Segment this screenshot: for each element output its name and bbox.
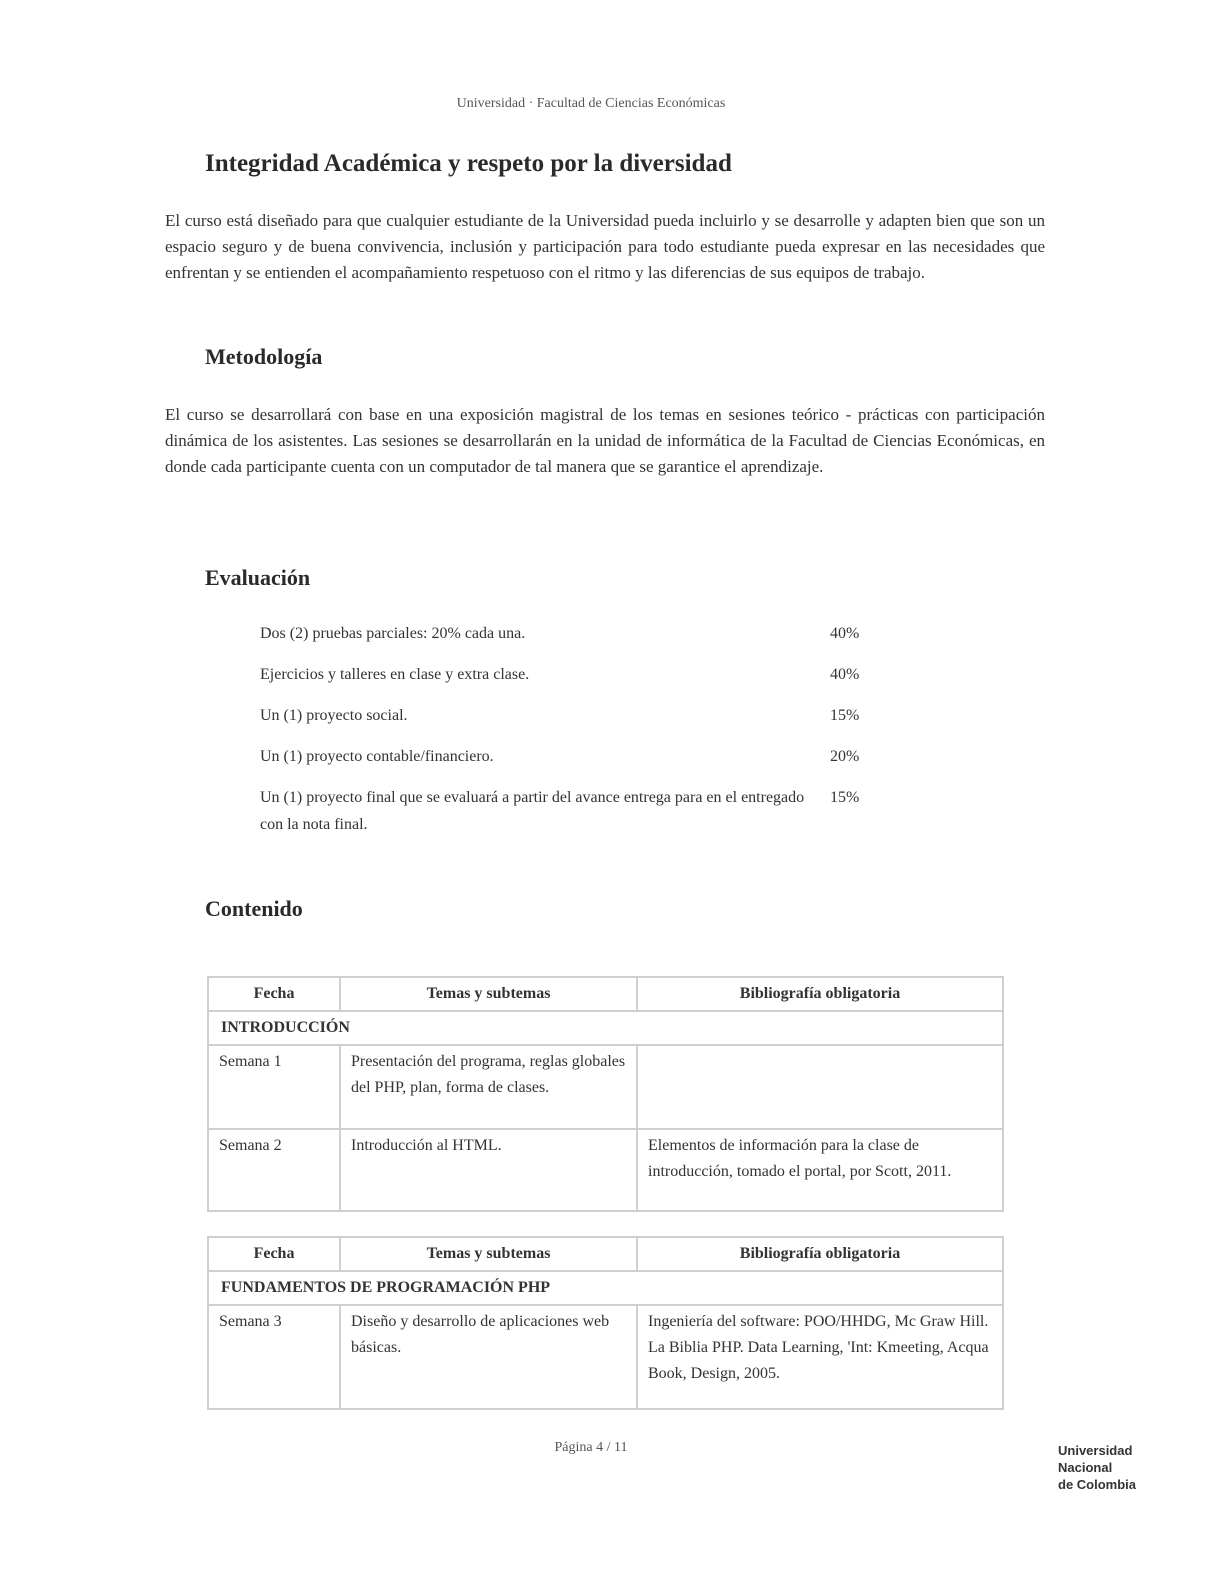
logo-line: Nacional bbox=[1058, 1460, 1113, 1475]
column-header: Fecha bbox=[208, 977, 340, 1011]
table-cell-topic: Introducción al HTML. bbox=[340, 1129, 637, 1211]
column-header: Bibliografía obligatoria bbox=[637, 1237, 1003, 1271]
evaluation-item bbox=[260, 702, 880, 729]
evaluation-list bbox=[260, 620, 880, 838]
logo-line: de Colombia bbox=[1058, 1477, 1137, 1492]
table-cell-biblio: Ingeniería del software: POO/HHDG, Mc Graw Hill. La Biblia PHP. Data Learning, 'Int: Kmeeting, Acqua Book, Design, 2005. bbox=[637, 1305, 1003, 1409]
table-cell-biblio: Elementos de información para la clase de introducción, tomado el portal, por Scott, 2011. bbox=[637, 1129, 1003, 1211]
table-cell-date: Semana 1 bbox=[208, 1045, 340, 1129]
content-heading: Contenido bbox=[205, 896, 303, 921]
evaluation-item-percent: 15% bbox=[830, 789, 860, 806]
page-header: Universidad · Facultad de Ciencias Económicas bbox=[456, 96, 726, 111]
content-table-1 bbox=[207, 976, 1004, 1212]
evaluation-item-percent: 15% bbox=[830, 707, 860, 724]
content-table-2 bbox=[207, 1236, 1004, 1410]
table-cell-topic: Presentación del programa, reglas globales del PHP, plan, forma de clases. bbox=[340, 1045, 637, 1129]
table-row bbox=[208, 1045, 1003, 1129]
table-section-label: INTRODUCCIÓN bbox=[208, 1011, 1003, 1045]
table-row bbox=[208, 1129, 1003, 1211]
university-logo bbox=[1058, 1442, 1136, 1493]
evaluation-item bbox=[260, 784, 880, 838]
table-section-label: FUNDAMENTOS DE PROGRAMACIÓN PHP bbox=[208, 1271, 1003, 1305]
column-header: Temas y subtemas bbox=[340, 977, 637, 1011]
evaluation-item-label: Dos (2) pruebas parciales: 20% cada una. bbox=[260, 625, 526, 642]
table-row bbox=[208, 1305, 1003, 1409]
page-title: Integridad Académica y respeto por la diversidad bbox=[205, 150, 732, 177]
evaluation-item bbox=[260, 743, 880, 770]
evaluation-item-percent: 20% bbox=[830, 748, 860, 765]
evaluation-item-label: Un (1) proyecto social. bbox=[260, 707, 408, 724]
table-cell-biblio bbox=[637, 1045, 1003, 1129]
evaluation-item-label: Un (1) proyecto final que se evaluará a partir del avance entrega para en el entregado con la nota final. bbox=[260, 789, 805, 833]
table-cell-date: Semana 2 bbox=[208, 1129, 340, 1211]
logo-line: Universidad bbox=[1058, 1443, 1133, 1458]
table-header-row bbox=[208, 977, 1003, 1011]
methodology-heading: Metodología bbox=[205, 344, 323, 369]
table-section-row bbox=[208, 1271, 1003, 1305]
table-section-row bbox=[208, 1011, 1003, 1045]
column-header: Fecha bbox=[208, 1237, 340, 1271]
table-cell-date: Semana 3 bbox=[208, 1305, 340, 1409]
evaluation-item-percent: 40% bbox=[830, 666, 860, 683]
methodology-paragraph: El curso se desarrollará con base en una exposición magistral de los temas en sesiones teórico - prácticas con participación dinámica de los asistentes. Las sesiones se desarrollarán en la unidad de informática de la Facultad de Ciencias Económicas, en donde cada participante cuenta con un computador de tal manera que se garantice el aprendizaje. bbox=[165, 405, 1045, 476]
intro-paragraph: El curso está diseñado para que cualquier estudiante de la Universidad pueda incluirlo y se desarrolle y adapten bien que son un espacio seguro y de buena convivencia, inclusión y participación para todo estudiante pueda expresar en las necesidades que enfrentan y se entienden el acompañamiento respetuoso con el ritmo y las diferencias de sus equipos de trabajo. bbox=[165, 211, 1045, 282]
column-header: Bibliografía obligatoria bbox=[637, 977, 1003, 1011]
evaluation-heading: Evaluación bbox=[205, 565, 311, 590]
column-header: Temas y subtemas bbox=[340, 1237, 637, 1271]
evaluation-item-label: Un (1) proyecto contable/financiero. bbox=[260, 748, 494, 765]
evaluation-item-label: Ejercicios y talleres en clase y extra clase. bbox=[260, 666, 530, 683]
evaluation-item bbox=[260, 620, 880, 647]
page-number: Página 4 / 11 bbox=[554, 1440, 628, 1455]
evaluation-item-percent: 40% bbox=[830, 625, 860, 642]
table-cell-topic: Diseño y desarrollo de aplicaciones web básicas. bbox=[340, 1305, 637, 1409]
evaluation-item bbox=[260, 661, 880, 688]
table-header-row bbox=[208, 1237, 1003, 1271]
